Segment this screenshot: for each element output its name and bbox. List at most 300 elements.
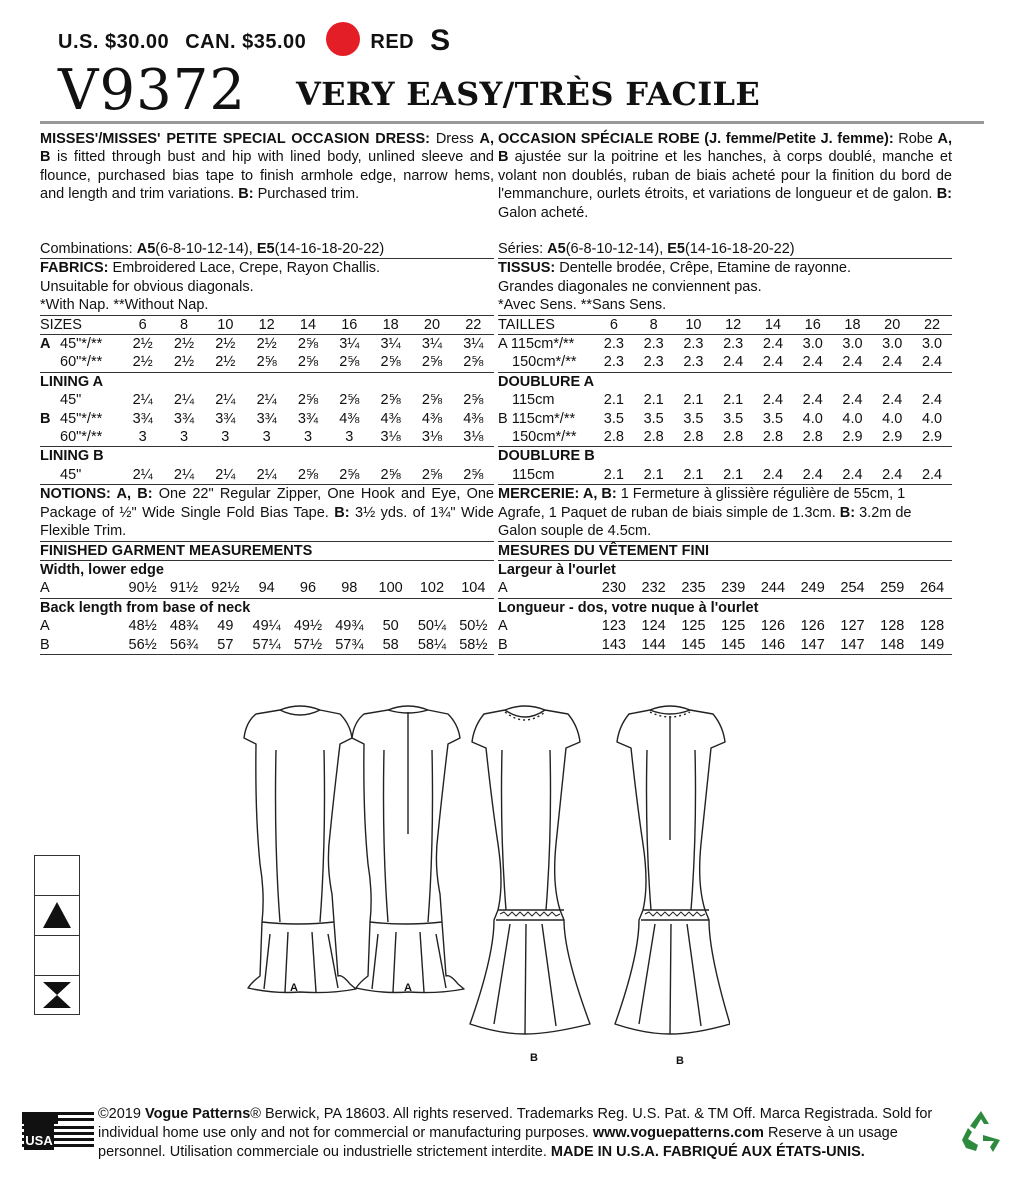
comb-e-sizes: (14-16-18-20-22): [685, 241, 795, 257]
cell: 125: [721, 618, 746, 635]
cell: 3.0: [921, 336, 943, 353]
cell: 50¼: [417, 618, 447, 635]
row-label: A 115cm*/**: [498, 336, 575, 353]
comb-e-sizes: (14-16-18-20-22): [274, 241, 385, 257]
english-yardage-table: [40, 316, 494, 485]
cell: 3¾: [132, 410, 153, 427]
fabrics-label: TISSUS:: [498, 260, 556, 277]
cell: 2.4: [882, 392, 903, 409]
comb-e: E5: [667, 241, 686, 257]
cell: 2¼: [215, 466, 236, 483]
view-a-back-label: A: [404, 982, 412, 994]
french-measurements-table: [498, 561, 952, 654]
cell: 2.1: [723, 466, 744, 483]
table-row: [498, 428, 952, 447]
cell: 58½: [459, 636, 488, 653]
row-label: B 115cm*/**: [498, 410, 576, 427]
cell: 147: [800, 636, 825, 653]
cell: 98: [341, 580, 358, 597]
sizes-row: [498, 316, 952, 335]
back-length-heading: Back length from base of neck: [40, 599, 251, 616]
cell: 100: [378, 580, 403, 597]
width-label: 45": [60, 392, 82, 409]
pattern-number: V9372: [58, 58, 246, 123]
french-yardage-table: [498, 316, 952, 485]
cell: 2⅝: [339, 354, 360, 371]
width-label: 45": [60, 466, 82, 483]
cell: 58: [382, 636, 399, 653]
cell: 48¾: [169, 618, 199, 635]
row-label: B: [498, 636, 508, 653]
table-row: [498, 579, 952, 598]
cell: 235: [681, 580, 706, 597]
cell: 3¾: [297, 410, 319, 427]
cell: 2.3: [643, 336, 664, 353]
notions: [40, 485, 494, 540]
cell: 2.8: [643, 429, 664, 446]
cell: 2.8: [683, 429, 704, 446]
width-label: 60"*/**: [60, 429, 103, 446]
cell: 3¾: [173, 410, 195, 427]
desc-text: Dress: [430, 131, 480, 147]
cell: 3¾: [215, 410, 236, 427]
notions-label: MERCERIE: A, B:: [498, 486, 617, 503]
size-cell: 16: [341, 316, 358, 333]
table-row: [40, 373, 494, 391]
view-b-front-drawing: [470, 706, 590, 1034]
cell: 126: [760, 618, 786, 635]
cell: 4⅜: [339, 410, 360, 427]
cell: 254: [840, 580, 865, 597]
cell: 143: [601, 636, 626, 653]
cell: 2¼: [132, 392, 153, 409]
made-in: MADE IN U.S.A. FABRIQUÉ AUX ÉTATS-UNIS.: [550, 1144, 865, 1160]
cell: 2⅝: [421, 354, 443, 371]
desc-views: A, B: [498, 131, 952, 166]
cell: 2⅝: [297, 354, 319, 371]
cell: 4.0: [882, 410, 903, 427]
red-dot-icon: [326, 22, 360, 56]
cell: 3⅛: [421, 429, 443, 446]
cell: 91½: [169, 580, 199, 597]
cell: 3¼: [339, 336, 360, 353]
cell: 125: [681, 618, 706, 635]
cell: 2⅝: [421, 466, 443, 483]
fabrics-note: Unsuitable for obvious diagonals.: [40, 278, 254, 295]
size-cell: 20: [884, 316, 901, 333]
english-column: [40, 130, 494, 655]
notch-box: [34, 855, 80, 897]
comb-label: Combinations:: [40, 241, 137, 257]
cell: 2.4: [762, 392, 784, 409]
table-row: [498, 353, 952, 372]
size-cell: 10: [685, 316, 702, 333]
notions-b: B:: [334, 504, 350, 521]
desc-text: Robe: [893, 131, 938, 147]
size-cell: 18: [382, 316, 399, 333]
cell: 123: [601, 618, 626, 635]
cell: 2.3: [643, 354, 664, 371]
divider: [498, 654, 952, 655]
lining-a-label: LINING A: [40, 373, 104, 390]
cell: 3.5: [723, 410, 744, 427]
desc-view-b: B:: [936, 186, 952, 203]
table-row: [40, 335, 494, 353]
fabrics-label: FABRICS:: [40, 260, 109, 277]
cell: 2.1: [603, 466, 624, 483]
cell: 2¼: [215, 392, 236, 409]
notions-text: 1 Fermeture à glissière régulière de 55cm, 1 Agrafe, 1 Paquet de ruban de biais simple de 1.3cm.: [498, 486, 906, 521]
cell: 2¼: [132, 466, 153, 483]
nap-note: *Avec Sens. **Sans Sens.: [498, 297, 667, 314]
row-label: A: [40, 336, 51, 353]
cell: 2.4: [842, 354, 863, 371]
table-row: [40, 447, 494, 465]
table-row: [498, 636, 952, 654]
comb-a: A5: [547, 241, 566, 257]
cell: 2.1: [723, 392, 744, 409]
cell: 2½: [173, 336, 195, 353]
cell: 50½: [459, 618, 488, 635]
cell: 145: [721, 636, 746, 653]
double-triangle-notch-icon: [35, 976, 79, 1014]
cell: 3.5: [762, 410, 784, 427]
cell: 90½: [128, 580, 157, 597]
cell: 2.3: [683, 354, 704, 371]
desc-views: A, B: [40, 131, 494, 166]
cell: 2.4: [802, 466, 823, 483]
comb-a-sizes: (6-8-10-12-14),: [565, 241, 668, 257]
cell: 148: [880, 636, 905, 653]
back-length-heading: Longueur - dos, votre nuque à l'ourlet: [498, 599, 759, 616]
cell: 2.8: [723, 429, 744, 446]
row-label: B: [40, 410, 51, 427]
fabrics-text: Embroidered Lace, Crepe, Rayon Challis.: [108, 260, 381, 277]
cell: 3.0: [882, 336, 903, 353]
garment-illustrations: [230, 694, 730, 1069]
cell: 3.5: [643, 410, 664, 427]
cell: 249: [800, 580, 825, 597]
cell: 3¼: [380, 336, 401, 353]
view-b-front-label: B: [530, 1052, 538, 1064]
table-row: [40, 636, 494, 654]
cell: 2.3: [603, 336, 624, 353]
cell: 3.5: [603, 410, 624, 427]
sizes-label: TAILLES: [498, 316, 555, 333]
comb-e: E5: [256, 241, 275, 257]
cell: 2½: [173, 354, 195, 371]
cell: 4⅜: [421, 410, 443, 427]
footer-text: ® Berwick, PA 18603. All rights reserved. Trademarks Reg. U.S. Pat. & TM Off. Marca Registrada. Sold for individual home use only and not for commercial or manufacturing purposes.: [98, 1106, 933, 1141]
english-description: [40, 130, 494, 222]
cell: 3: [179, 429, 189, 446]
cell: 2½: [215, 336, 236, 353]
row-label: 150cm*/**: [512, 429, 577, 446]
cell: 2¼: [256, 392, 277, 409]
table-row: [498, 466, 952, 484]
cell: 232: [641, 580, 666, 597]
fgm-heading: FINISHED GARMENT MEASUREMENTS: [40, 542, 313, 559]
nap-note: *With Nap. **Without Nap.: [40, 297, 209, 314]
cell: 146: [760, 636, 786, 653]
view-b-back-drawing: [615, 706, 730, 1034]
difficulty: VERY EASY/TRÈS FACILE: [296, 75, 761, 113]
cell: 2.8: [762, 429, 784, 446]
cell: 2.3: [723, 336, 744, 353]
cell: 2⅝: [297, 466, 319, 483]
svg-text:USA: USA: [25, 1133, 53, 1148]
cell: 3: [221, 429, 230, 446]
size-cell: 22: [465, 316, 482, 333]
cell: 2⅝: [463, 354, 484, 371]
cell: 2⅝: [463, 392, 484, 409]
width-label: 60"*/**: [60, 354, 103, 371]
footer-text: Reserve à un usage personnel. Utilisation commerciale ou industrielle strictement interdite.: [98, 1125, 898, 1160]
row-label: A: [40, 580, 50, 597]
table-row: [498, 335, 952, 353]
size-cell: 6: [609, 316, 618, 333]
cell: 2¼: [173, 392, 195, 409]
fabrics: [40, 259, 494, 277]
cell: 128: [919, 618, 945, 635]
cell: 2⅝: [380, 392, 401, 409]
desc-view-b: B:: [238, 186, 254, 203]
cell: 2⅝: [297, 392, 319, 409]
lining-b-label: LINING B: [40, 448, 104, 465]
cell: 2¼: [256, 466, 277, 483]
size-cell: 12: [725, 316, 742, 333]
lining-a-label: DOUBLURE A: [498, 373, 595, 390]
cell: 2½: [132, 354, 153, 371]
cell: 2.4: [802, 392, 823, 409]
table-row: [498, 617, 952, 635]
width-label: 45"*/**: [60, 410, 103, 427]
cell: 2⅝: [339, 466, 360, 483]
cell: 124: [641, 618, 666, 635]
cell: 4⅜: [463, 410, 484, 427]
cell: 2.4: [882, 466, 903, 483]
cell: 2¼: [173, 466, 195, 483]
divider: [40, 654, 494, 655]
cell: 2.4: [921, 466, 943, 483]
website-link[interactable]: www.voguepatterns.com: [592, 1125, 764, 1141]
cell: 57½: [293, 636, 323, 653]
cell: 264: [919, 580, 945, 597]
cell: 57: [217, 636, 234, 653]
fabrics-text: Dentelle brodée, Crêpe, Etamine de rayonne.: [555, 260, 852, 277]
notions: [498, 485, 952, 540]
notch-box: [34, 895, 80, 937]
cell: 147: [840, 636, 865, 653]
cell: 2.3: [603, 354, 624, 371]
size-cell: 10: [217, 316, 234, 333]
table-row: [40, 391, 494, 409]
table-row: [498, 447, 952, 465]
cell: 3: [138, 429, 147, 446]
cell: 2.3: [683, 336, 704, 353]
cell: 244: [760, 580, 786, 597]
cell: 2.8: [802, 429, 823, 446]
cell: 49¼: [252, 618, 281, 635]
english-measurements-table: [40, 561, 494, 654]
width-heading: Width, lower edge: [40, 561, 164, 578]
cell: 2.9: [921, 429, 943, 446]
notch-box: [34, 935, 80, 977]
price-us: U.S. $30.00: [58, 31, 170, 54]
french-description: [498, 130, 952, 222]
row-label: A: [498, 618, 508, 635]
row-label: A: [40, 618, 50, 635]
notions-text: 3.2m de Galon souple de 4.5cm.: [498, 504, 912, 540]
table-row: [40, 617, 494, 635]
cell: 2⅝: [380, 354, 401, 371]
desc-text: ajustée sur la poitrine et les hanches, à corps doublé, manche et volant non doublés, ruban de biais acheté pour la finition du bord de l'emmanchure, ourlets étroits, et variations de longueur et de galon.: [498, 149, 952, 203]
cell: 96: [299, 580, 317, 597]
french-title: OCCASION SPÉCIALE ROBE (J. femme/Petite J. femme):: [498, 131, 894, 147]
cell: 2.4: [762, 354, 784, 371]
view-a-back-drawing: [352, 706, 464, 993]
cell: 3¼: [463, 336, 484, 353]
cell: 230: [601, 580, 626, 597]
cell: 2.4: [723, 354, 744, 371]
cell: 102: [419, 580, 445, 597]
cell: 2½: [256, 336, 277, 353]
size-cell: 14: [764, 316, 782, 333]
fabrics-note: Grandes diagonales ne conviennent pas.: [498, 278, 762, 295]
cell: 3: [345, 429, 354, 446]
notch-box: [34, 975, 80, 1015]
cell: 49½: [293, 618, 323, 635]
cell: 4.0: [842, 410, 863, 427]
table-row: [40, 428, 494, 447]
desc-text: Galon acheté.: [498, 204, 589, 221]
cell: 94: [258, 580, 275, 597]
comb-label: Séries:: [498, 241, 548, 257]
size-cell: 20: [423, 316, 441, 333]
sizes-label: SIZES: [40, 316, 82, 333]
notions-text: One 22" Regular Zipper, One Hook and Eye, One Package of ½" Wide Single Fold Bias Tape.: [40, 486, 494, 521]
comb-a-sizes: (6-8-10-12-14),: [155, 241, 257, 257]
cell: 49¾: [335, 618, 364, 635]
notions-b: B:: [839, 504, 856, 521]
cell: 3⅛: [463, 429, 484, 446]
color-label: RED: [370, 31, 415, 54]
cell: 259: [880, 580, 905, 597]
cell: 149: [919, 636, 945, 653]
combinations: [40, 240, 494, 258]
row-label: 150cm*/**: [512, 354, 577, 371]
price-line: [58, 26, 461, 60]
cell: 3.0: [842, 336, 863, 353]
size-letter: S: [430, 24, 451, 57]
table-row: [498, 391, 952, 409]
desc-text: is fitted through bust and hip with lined body, unlined sleeve and flounce, purchased bias tape to finish armhole edge, narrow hems, and length and trim variations.: [40, 149, 494, 203]
cell: 104: [461, 580, 486, 597]
made-in-usa-flag-icon: [22, 1112, 94, 1152]
combinations: [498, 240, 952, 258]
table-row: [40, 353, 494, 372]
size-cell: 22: [923, 316, 941, 333]
view-a-front-drawing: [244, 706, 356, 993]
row-label: A: [498, 580, 508, 597]
cell: 2.4: [842, 466, 863, 483]
recycle-icon: [958, 1108, 1004, 1154]
brand: Vogue Patterns: [144, 1106, 251, 1122]
cell: 58¼: [417, 636, 447, 653]
lining-b-label: DOUBLURE B: [498, 448, 595, 465]
cell: 126: [800, 618, 825, 635]
cell: 2⅝: [297, 336, 319, 353]
cell: 2.9: [882, 429, 903, 446]
table-row: [40, 466, 494, 484]
size-cell: 16: [804, 316, 821, 333]
cell: 2⅝: [339, 392, 360, 409]
fgm-heading: MESURES DU VÊTEMENT FINI: [498, 542, 710, 559]
triangle-notch-icon: [35, 896, 79, 936]
cell: 56¾: [169, 636, 199, 653]
price-can: CAN. $35.00: [185, 31, 307, 54]
cell: 145: [681, 636, 706, 653]
cell: 92½: [211, 580, 240, 597]
cell: 239: [721, 580, 746, 597]
cell: 4.0: [921, 410, 943, 427]
cell: 3: [303, 429, 313, 446]
cell: 4.0: [802, 410, 823, 427]
header-rule: [40, 121, 984, 124]
notions-text: 3½ yds. of 1¾" Wide Flexible Trim.: [40, 504, 494, 540]
size-cell: 8: [179, 316, 189, 333]
width-label: 45"*/**: [60, 336, 103, 353]
cell: 127: [840, 618, 865, 635]
size-cell: 12: [258, 316, 275, 333]
copyright: ©2019: [98, 1106, 145, 1122]
width-label: 115cm: [512, 466, 555, 483]
english-title: MISSES'/MISSES' PETITE SPECIAL OCCASION DRESS:: [40, 131, 431, 147]
cell: 3.5: [683, 410, 704, 427]
cell: 50: [382, 618, 399, 635]
cell: 2.4: [921, 392, 943, 409]
cell: 2⅝: [463, 466, 484, 483]
view-b-back-label: B: [676, 1055, 684, 1067]
table-row: [40, 410, 494, 428]
cell: 3: [262, 429, 271, 446]
desc-text: Purchased trim.: [253, 186, 360, 203]
cell: 2.4: [921, 354, 943, 371]
cell: 3¼: [421, 336, 443, 353]
cell: 2.1: [643, 466, 664, 483]
cell: 2⅝: [256, 354, 277, 371]
cell: 57¾: [335, 636, 364, 653]
footer-legal: [98, 1105, 958, 1162]
cell: 2.1: [683, 466, 704, 483]
cell: 2.9: [842, 429, 863, 446]
width-heading: Largeur à l'ourlet: [498, 561, 616, 578]
french-column: [498, 130, 952, 655]
cell: 48½: [128, 618, 157, 635]
cell: 2.1: [603, 392, 624, 409]
cell: 2.4: [762, 466, 784, 483]
cell: 2.1: [643, 392, 664, 409]
size-cell: 18: [844, 316, 861, 333]
cell: 3.0: [802, 336, 823, 353]
size-cell: 14: [299, 316, 317, 333]
cell: 2.4: [802, 354, 823, 371]
comb-a: A5: [136, 241, 156, 257]
width-label: 115cm: [512, 392, 555, 409]
cell: 2½: [215, 354, 236, 371]
cell: 2½: [132, 336, 153, 353]
table-row: [498, 373, 952, 391]
